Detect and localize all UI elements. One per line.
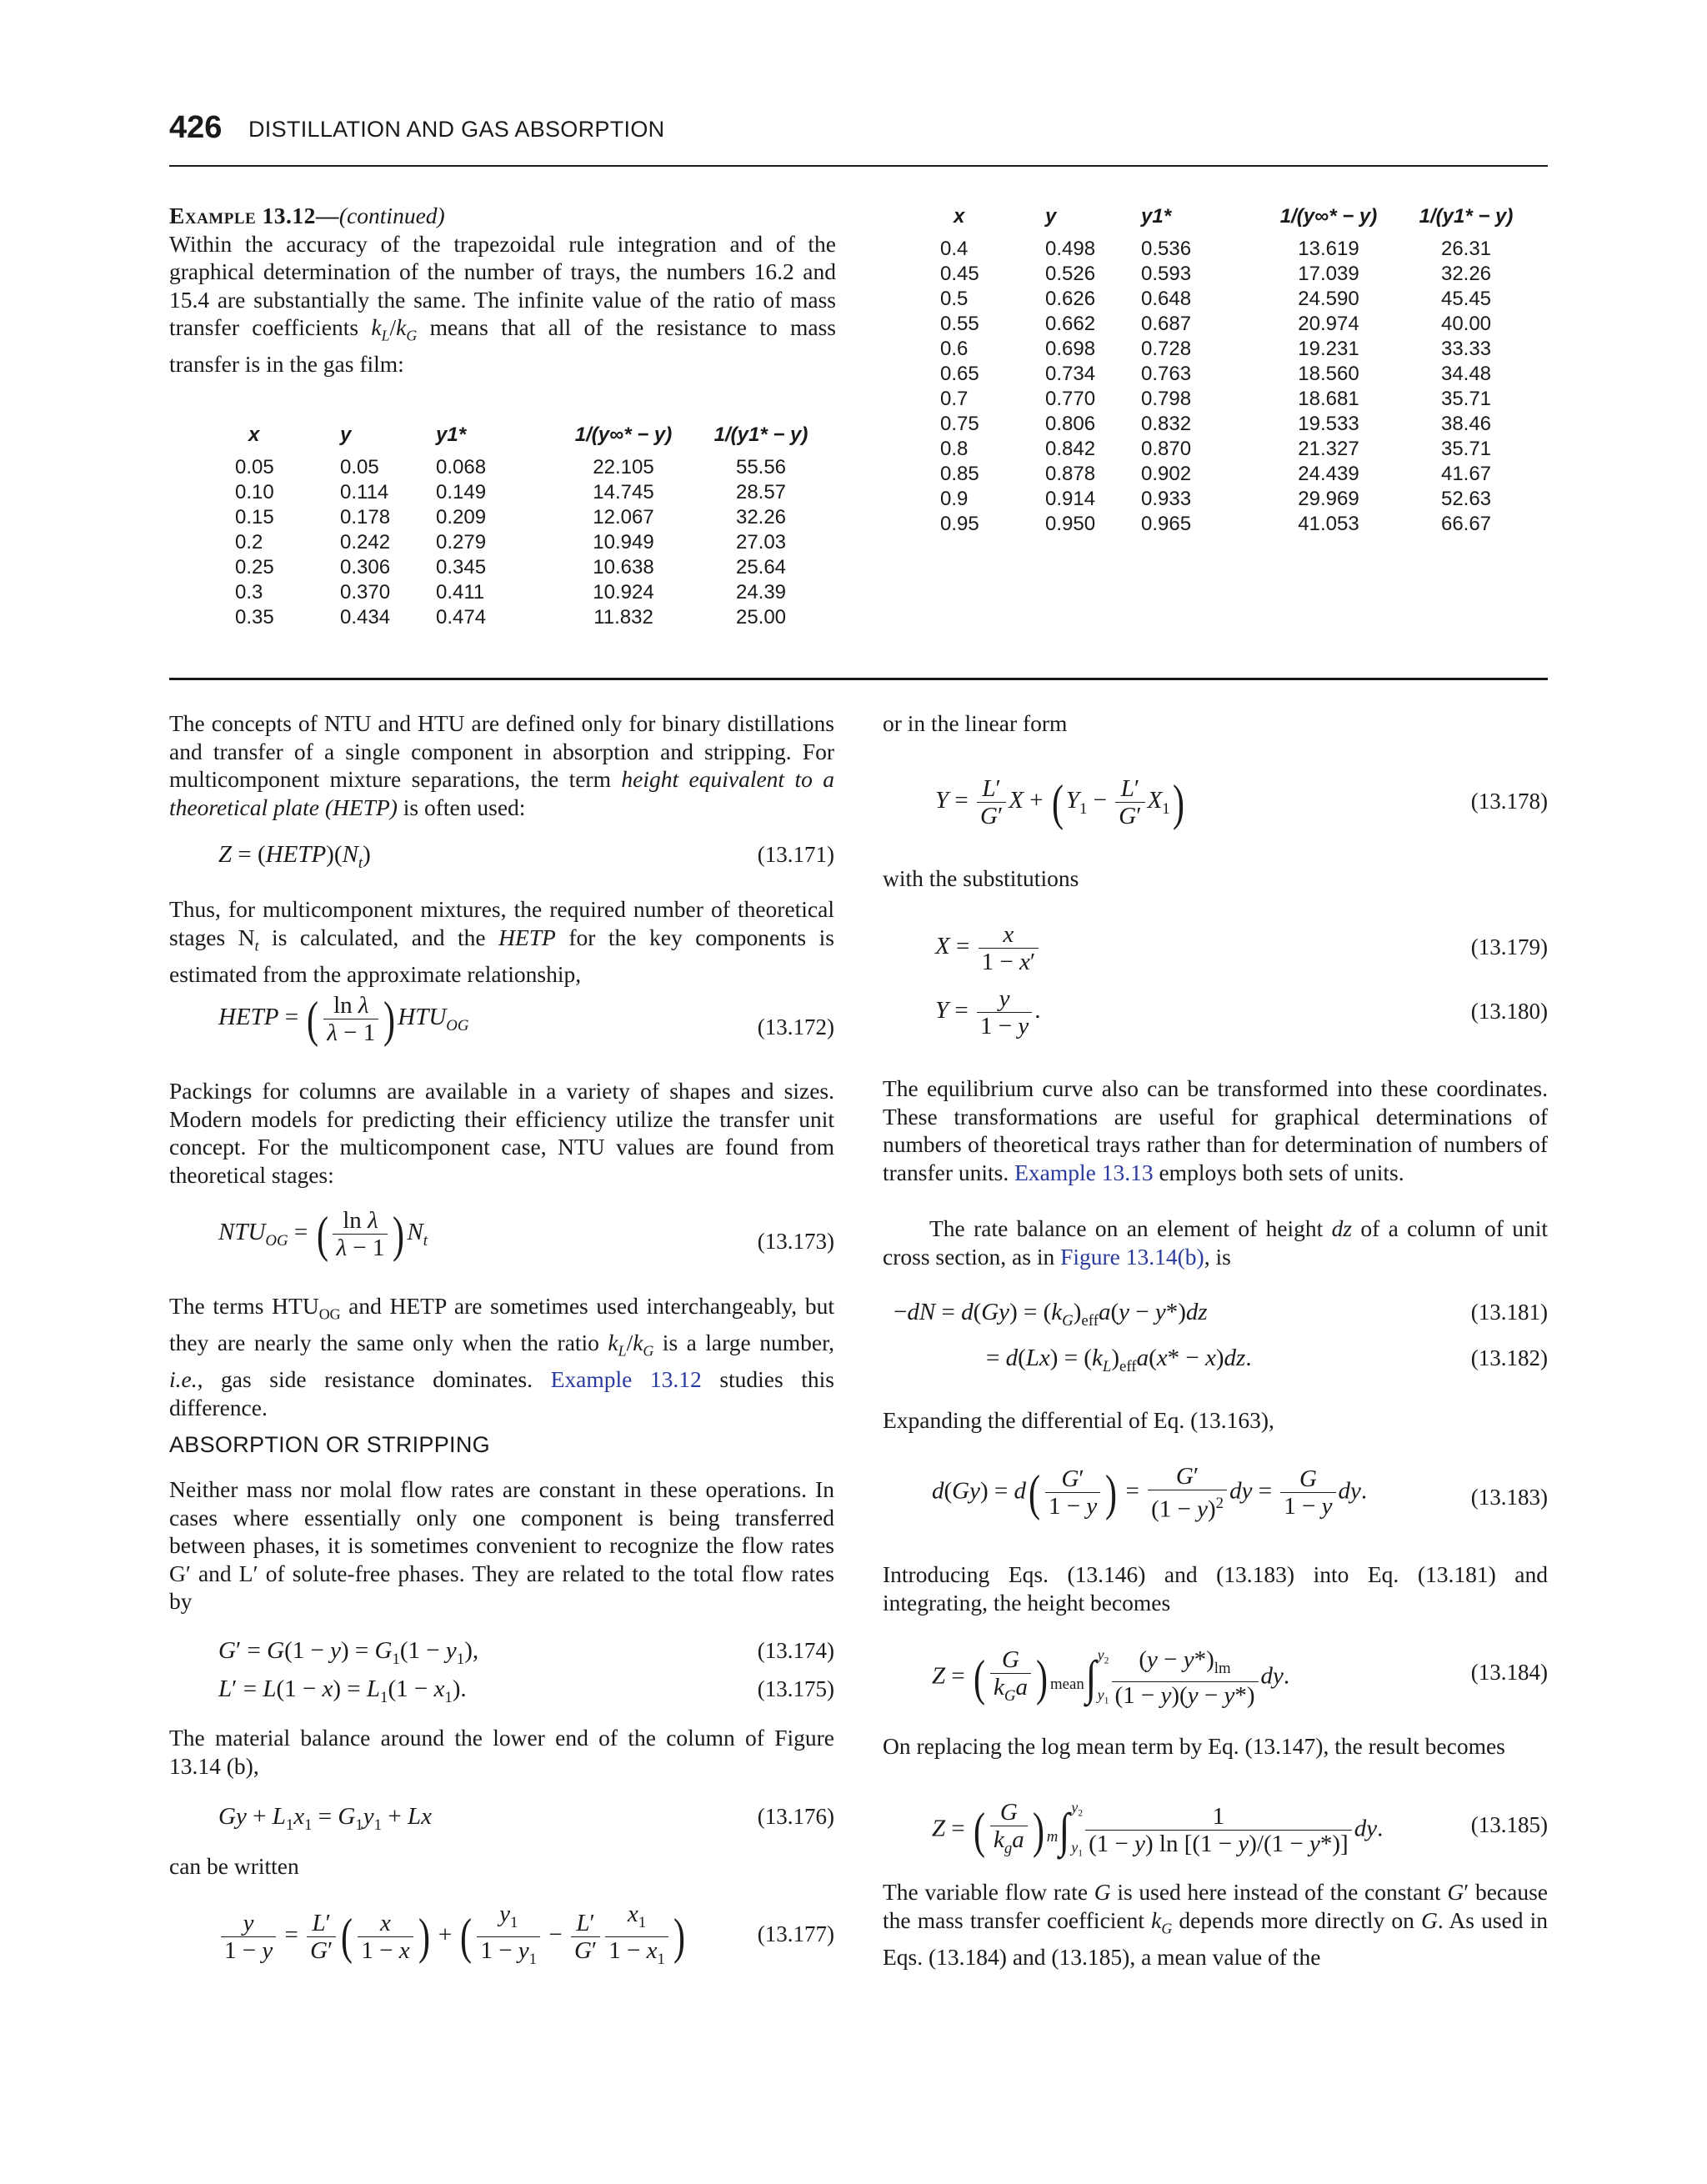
- table-row: [940, 462, 1524, 487]
- eqnum-176: (13.176): [757, 1804, 834, 1829]
- table-row: [940, 387, 1524, 412]
- table-cell: 0.068: [436, 456, 487, 478]
- equation-13-185: Z = ( $\frac{G}{k_ga}$ ) $_m\int y_2$ $y_1$ $\frac{1}{(1 - y) \ln [(1 - y)/(1 - y*)]}$ dy.: [932, 1798, 1384, 1859]
- table-cell: 18.560: [1298, 363, 1359, 385]
- table-cell: 12.067: [593, 506, 654, 528]
- table-cell: 0.10: [235, 481, 274, 503]
- table-cell: 0.209: [436, 506, 487, 528]
- table-cell: 0.3: [235, 581, 263, 604]
- table-cell: 25.00: [735, 606, 787, 629]
- equation-13-175: $L' = L(1 - x) = L_1(1 - x_1)$.: [218, 1676, 467, 1706]
- table-cell: 29.969: [1298, 488, 1359, 510]
- table-cell: 35.71: [1440, 438, 1492, 460]
- equation-13-172: HETP = ( $\frac{\text{ln λ}}{\lambda - 1}$ ) $HTU_{OG}$: [218, 991, 469, 1047]
- table-cell: 32.26: [735, 506, 787, 528]
- right-para-5: Expanding the differential of Eq. (13.163),: [883, 1407, 1274, 1433]
- table-cell: 24.590: [1298, 288, 1359, 310]
- table-header: y: [340, 423, 352, 446]
- table-header: 1/(y1* − y): [1419, 205, 1514, 228]
- table-row: [940, 312, 1524, 337]
- eqnum-181: (13.181): [1470, 1300, 1548, 1325]
- table-row: [235, 480, 819, 505]
- equation-13-180: Y = $\frac{y}{1 - y}$ .: [935, 985, 1041, 1039]
- table-header: 1/(y∞* − y): [574, 423, 673, 446]
- table-cell: 0.434: [340, 606, 391, 629]
- table-cell: 0.05: [235, 456, 274, 478]
- table-cell: 0.45: [940, 263, 979, 285]
- right-para-3: The equilibrium curve also can be transformed into these coordinates. These transformations are useful for graphical determinations of numbers of theoretical trays rather than for determination of numbers of transfer units. Example 13.13 employs both sets of units.: [883, 1075, 1548, 1185]
- table-cell: 52.63: [1440, 488, 1492, 510]
- eqnum-174: (13.174): [757, 1638, 834, 1663]
- eqnum-178: (13.178): [1470, 789, 1548, 814]
- table-cell: 13.619: [1298, 238, 1359, 260]
- equation-13-177: $\frac{y}{1 - y}$ = $\frac{L'}{G'}$ ( $\frac{x}{1 - x}$ ) + ( $\frac{y_1}{1 - y_1}$ − $\frac{L'}{G'}$ $\frac{x_1}{1 - x_1}$ ): [218, 1901, 688, 1973]
- table-cell: 66.67: [1440, 513, 1492, 535]
- table-cell: 0.2: [235, 531, 263, 554]
- table-cell: 27.03: [735, 531, 787, 554]
- table-cell: 0.832: [1141, 413, 1192, 435]
- table-cell: 10.949: [593, 531, 654, 554]
- equation-13-184: Z = ( $\frac{G}{k_Ga}$ ) $_{mean}\int y_2$ $y_1$ $\frac{(y - y*)_{lm}}{(1 - y)(y - y*)}$ dy.: [932, 1646, 1290, 1710]
- equation-13-182: = $d(Lx) = (k_L)_{eff}a(x* - x)dz$.: [986, 1345, 1252, 1375]
- table-cell: 0.7: [940, 388, 969, 410]
- table-cell: 0.25: [235, 556, 274, 579]
- table-cell: 28.57: [735, 481, 787, 503]
- eqnum-175: (13.175): [757, 1676, 834, 1701]
- figure-13-14b-link[interactable]: Figure 13.14(b): [1060, 1243, 1204, 1270]
- table-row: [235, 580, 819, 605]
- table-header: 1/(y1* − y): [713, 423, 808, 446]
- table-cell: 0.914: [1045, 488, 1096, 510]
- table-cell: 0.498: [1045, 238, 1096, 260]
- eqnum-183: (13.183): [1470, 1485, 1548, 1510]
- table-row: [940, 412, 1524, 437]
- table-cell: 20.974: [1298, 313, 1359, 335]
- table-header: x: [954, 205, 965, 228]
- example-continued: (continued): [338, 203, 445, 228]
- table-cell: 0.728: [1141, 338, 1192, 360]
- table-cell: 0.149: [436, 481, 487, 503]
- table-cell: 38.46: [1440, 413, 1492, 435]
- table-cell: 0.345: [436, 556, 487, 579]
- table-cell: 19.231: [1298, 338, 1359, 360]
- table-row: [940, 487, 1524, 512]
- table-cell: 0.626: [1045, 288, 1096, 310]
- table-cell: 40.00: [1440, 313, 1492, 335]
- example-13-13-link[interactable]: Example 13.13: [1014, 1159, 1154, 1185]
- table-row: [235, 605, 819, 630]
- example-block: [169, 202, 836, 378]
- equation-13-183: d(Gy) = d( $\frac{G'}{1 - y}$ ) = $\frac{G'}{(1 - y)^2}$ dy = $\frac{G}{1 - y}$ dy.: [932, 1463, 1368, 1523]
- table-cell: 24.39: [735, 581, 787, 604]
- table-cell: 0.178: [340, 506, 391, 528]
- table-cell: 0.687: [1141, 313, 1192, 335]
- table-cell: 0.902: [1141, 463, 1192, 485]
- table-cell: 25.64: [735, 556, 787, 579]
- table-cell: 55.56: [735, 456, 787, 478]
- table-header: x: [248, 423, 260, 446]
- eqnum-173: (13.173): [757, 1229, 834, 1254]
- table-cell: 17.039: [1298, 263, 1359, 285]
- table-cell: 10.924: [593, 581, 654, 604]
- right-para-6: Introducing Eqs. (13.146) and (13.183) into Eq. (13.181) and integrating, the height becomes: [883, 1561, 1548, 1615]
- table-row: [940, 512, 1524, 537]
- table-cell: 0.474: [436, 606, 487, 629]
- table-header: y: [1045, 205, 1057, 228]
- table-cell: 22.105: [593, 456, 654, 478]
- equation-13-173: $NTU_{OG}$ = ( $\frac{\text{ln λ}}{\lambda - 1}$ ) $N_t$: [218, 1206, 428, 1262]
- table-cell: 0.526: [1045, 263, 1096, 285]
- left-para-2: Thus, for multicomponent mixtures, the required number of theoretical stages $N_t$ is calculated, and the HETP for the key components is estimated from the approximate relationship,: [169, 896, 834, 987]
- table-cell: 0.75: [940, 413, 979, 435]
- table-row: [940, 287, 1524, 312]
- eqnum-185: (13.185): [1470, 1812, 1548, 1837]
- running-title: DISTILLATION AND GAS ABSORPTION: [248, 117, 665, 142]
- table-row: [235, 455, 819, 480]
- example-label: Example 13.12—: [169, 203, 339, 228]
- table-cell: 0.965: [1141, 513, 1192, 535]
- table-cell: 0.798: [1141, 388, 1192, 410]
- left-para-7: can be written: [169, 1853, 299, 1879]
- table-cell: 0.698: [1045, 338, 1096, 360]
- table-row: [235, 505, 819, 530]
- table-cell: 0.35: [235, 606, 274, 629]
- table-cell: 0.536: [1141, 238, 1192, 260]
- table-cell: 19.533: [1298, 413, 1359, 435]
- equation-13-176: $Gy + L_1x_1 = G_1y_1 + Lx$: [218, 1803, 432, 1834]
- table-header: 1/(y∞* − y): [1279, 205, 1378, 228]
- table-cell: 32.26: [1440, 263, 1492, 285]
- table-cell: 0.662: [1045, 313, 1096, 335]
- section-rule: [169, 678, 1548, 680]
- table-cell: 0.242: [340, 531, 391, 554]
- table-row: [235, 555, 819, 580]
- table-cell: 0.878: [1045, 463, 1096, 485]
- table-row: [940, 362, 1524, 387]
- table-row: [235, 530, 819, 555]
- table-cell: 0.05: [340, 456, 379, 478]
- right-para-8: The variable flow rate G is used here instead of the constant G′ because the mass transfer coefficient $k_G$ depends more directly on G. As used in Eqs. (13.184) and (13.185), a mean value of the: [883, 1879, 1549, 1970]
- table-cell: 0.4: [940, 238, 969, 260]
- section-heading: ABSORPTION OR STRIPPING: [169, 1432, 490, 1457]
- table-cell: 21.327: [1298, 438, 1359, 460]
- right-para-2: with the substitutions: [883, 865, 1079, 891]
- table-cell: 0.842: [1045, 438, 1096, 460]
- table-cell: 0.593: [1141, 263, 1192, 285]
- table-cell: 0.648: [1141, 288, 1192, 310]
- eqnum-179: (13.179): [1470, 934, 1548, 959]
- table-cell: 0.411: [436, 581, 485, 604]
- equation-13-178: Y = $\frac{L'}{G'}$ X + ( $Y_1$ − $\frac{L'}{G'}$ $X_1$): [935, 774, 1184, 830]
- table-cell: 0.306: [340, 556, 391, 579]
- table-cell: 26.31: [1440, 238, 1492, 260]
- eqnum-177: (13.177): [757, 1921, 834, 1946]
- left-para-5: Neither mass nor molal flow rates are constant in these operations. In cases where essentially only one component is being transferred between phases, it is sometimes convenient to recognize the flow rates G′ and L′ of solute-free phases. They are related to the total flow rates by: [169, 1476, 834, 1614]
- right-para-4: The rate balance on an element of height dz of a column of unit cross section, as in Figure 13.14(b), is: [883, 1215, 1548, 1270]
- page-number: 426: [169, 110, 223, 145]
- table-cell: 0.770: [1045, 388, 1096, 410]
- table-cell: 18.681: [1298, 388, 1359, 410]
- table-cell: 0.279: [436, 531, 487, 554]
- table-cell: 0.806: [1045, 413, 1096, 435]
- table-row: [940, 337, 1524, 362]
- left-para-6: The material balance around the lower end of the column of Figure 13.14 (b),: [169, 1725, 834, 1779]
- table-cell: 14.745: [593, 481, 654, 503]
- table-cell: 0.6: [940, 338, 969, 360]
- example-heading: [169, 202, 836, 230]
- eqnum-184: (13.184): [1470, 1660, 1548, 1685]
- data-table-left: [235, 423, 819, 630]
- table-cell: 0.114: [340, 481, 389, 503]
- eqnum-182: (13.182): [1470, 1345, 1548, 1370]
- table-cell: 0.870: [1141, 438, 1192, 460]
- data-table-right: [940, 205, 1524, 537]
- equation-13-171: $Z = (HETP)(N_t)$: [218, 841, 371, 872]
- eqnum-172: (13.172): [757, 1014, 834, 1039]
- table-cell: 0.370: [340, 581, 391, 604]
- eqnum-171: (13.171): [757, 842, 834, 867]
- table-header: y1*: [436, 423, 467, 446]
- table-cell: 33.33: [1440, 338, 1492, 360]
- table-cell: 41.053: [1298, 513, 1359, 535]
- table-cell: 24.439: [1298, 463, 1359, 485]
- right-para-7: On replacing the log mean term by Eq. (13.147), the result becomes: [883, 1733, 1505, 1759]
- header-rule: [169, 165, 1548, 167]
- table-cell: 0.933: [1141, 488, 1192, 510]
- example-13-12-link[interactable]: Example 13.12: [550, 1366, 702, 1392]
- table-row: [940, 262, 1524, 287]
- table-cell: 0.15: [235, 506, 274, 528]
- table-header: y1*: [1141, 205, 1172, 228]
- table-cell: 0.85: [940, 463, 979, 485]
- table-cell: 35.71: [1440, 388, 1492, 410]
- table-row: [940, 237, 1524, 262]
- table-row: [940, 437, 1524, 462]
- table-cell: 0.9: [940, 488, 969, 510]
- equation-13-181: $-dN = d(Gy) = (k_G)_{eff}a(y - y*)dz$: [894, 1299, 1208, 1330]
- table-cell: 0.65: [940, 363, 979, 385]
- right-para-1: or in the linear form: [883, 710, 1068, 736]
- example-text: Within the accuracy of the trapezoidal rule integration and of the graphical determination of the number of trays, the numbers 16.2 and 15.4 are substantially the same. The infinite value of the ratio of mass transfer coefficients $k_L/k_G$ means that all of the resistance to mass transfer is in the gas film:: [169, 230, 836, 377]
- table-cell: 11.832: [593, 606, 653, 629]
- table-cell: 0.55: [940, 313, 979, 335]
- left-para-4: The terms $HTU_{OG}$ and HETP are sometimes used interchangeably, but they are nearly the same only when the ratio $k_L/k_G$ is a large number, i.e., gas side resistance dominates. Example 13.12 studies this difference.: [169, 1293, 835, 1420]
- table-cell: 0.8: [940, 438, 969, 460]
- left-para-1: The concepts of NTU and HTU are defined only for binary distillations and transfer of a single component in absorption and stripping. For multicomponent mixture separations, the term height equivalent to a theoretical plate (HETP) is often used:: [169, 710, 834, 820]
- left-para-3: Packings for columns are available in a variety of shapes and sizes. Modern models for predicting their efficiency utilize the transfer unit concept. For the multicomponent case, NTU values are found from theoretical stages:: [169, 1078, 834, 1188]
- table-cell: 0.763: [1141, 363, 1192, 385]
- equation-13-174: $G' = G(1 - y) = G_1(1 - y_1)$,: [218, 1637, 479, 1668]
- table-cell: 41.67: [1440, 463, 1492, 485]
- eqnum-180: (13.180): [1470, 999, 1548, 1024]
- table-cell: 45.45: [1440, 288, 1492, 310]
- table-cell: 0.95: [940, 513, 979, 535]
- equation-13-179: X = $\frac{x}{1 - x'}$: [935, 921, 1041, 975]
- table-cell: 0.950: [1045, 513, 1096, 535]
- table-cell: 34.48: [1440, 363, 1492, 385]
- table-cell: 10.638: [593, 556, 654, 579]
- table-cell: 0.734: [1045, 363, 1096, 385]
- table-cell: 0.5: [940, 288, 969, 310]
